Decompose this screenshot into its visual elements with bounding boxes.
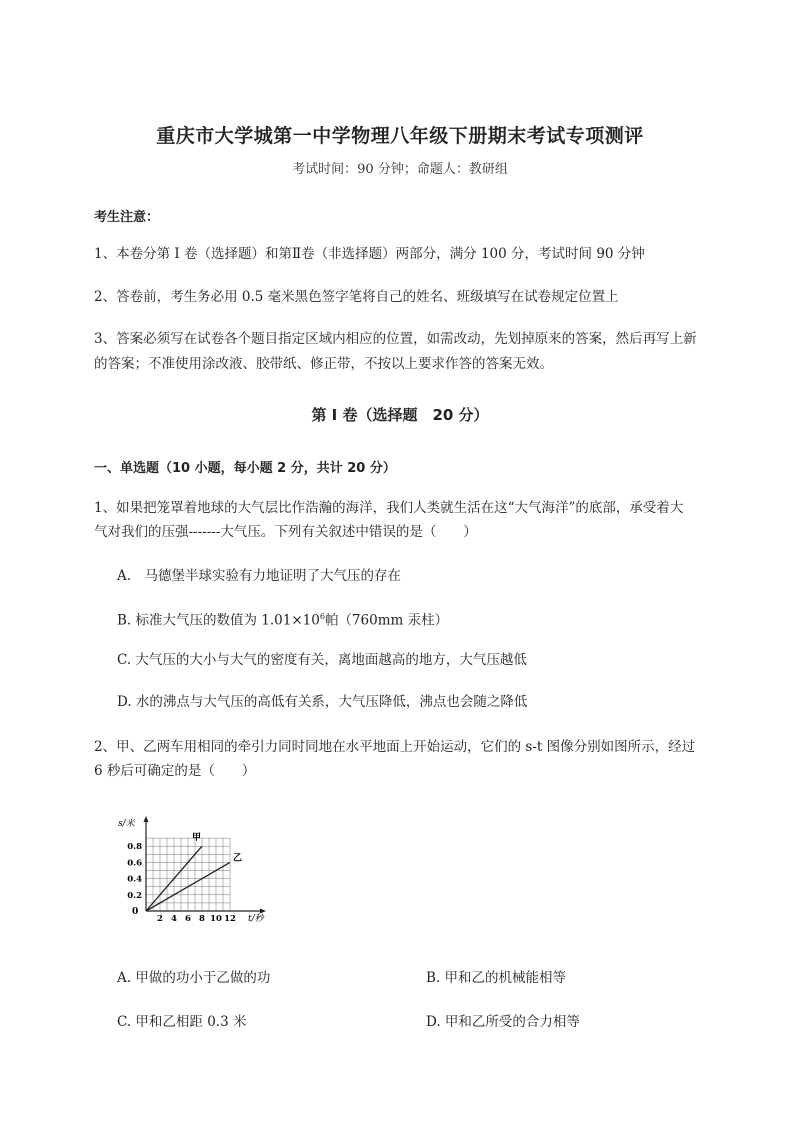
x-axis-label: t/秒	[248, 914, 264, 924]
x-axis-arrow	[260, 909, 266, 914]
chart-axes	[144, 816, 267, 914]
q1-option-b-main: B. 标准大气压的数值为 1.01×10	[117, 612, 320, 629]
question-2-text-cont: 6 秒后可确定的是（ ）	[94, 763, 256, 779]
question-2-text: 2、甲、乙两车用相同的牵引力同时同地在水平地面上开始运动，它们的 s-t 图像分别如图所示，经过	[94, 739, 696, 755]
x-tick-label: 2	[157, 914, 163, 924]
note-item-2: 2、答卷前，考生务必用 0.5 毫米黑色签字笔将自己的姓名、班级填写在试卷规定位置上	[94, 289, 619, 305]
q2-option-c: C. 甲和乙相距 0.3 米	[117, 1014, 247, 1030]
x-tick-label: 4	[171, 914, 177, 924]
chart-grid	[146, 838, 230, 911]
y-tick-label: 0.8	[127, 842, 142, 853]
x-tick-label: 12	[224, 914, 236, 924]
question-1-text: 1、如果把笼罩着地球的大气层比作浩瀚的海洋，我们人类就生活在这“大气海洋”的底部，承受着大	[94, 500, 684, 516]
exam-info: 考试时间：90 分钟；命题人：教研组	[292, 162, 508, 177]
q1-option-b-exponent: 6	[319, 612, 325, 621]
q1-option-a: A. 马德堡半球实验有力地证明了大气压的存在	[117, 568, 402, 584]
series-label: 乙	[233, 853, 243, 864]
q2-option-a: A. 甲做的功小于乙做的功	[117, 970, 271, 986]
part-heading: 一、单选题（10 小题，每小题 2 分，共计 20 分）	[94, 461, 396, 476]
question-1-text-cont: 气对我们的压强-------大气压。下列有关叙述中错误的是（ ）	[94, 524, 477, 540]
q1-option-d: D. 水的沸点与大气压的高低有关系，大气压降低，沸点也会随之降低	[117, 694, 528, 710]
s-t-graph	[110, 810, 280, 925]
note-item-1: 1、本卷分第 I 卷（选择题）和第Ⅱ卷（非选择题）两部分，满分 100 分，考试时间 90 分钟	[94, 246, 645, 262]
x-tick-label: 10	[210, 914, 222, 924]
q2-option-d: D. 甲和乙所受的合力相等	[426, 1014, 580, 1030]
q1-option-b-tail: 帕（760mm 汞柱）	[324, 612, 449, 629]
section-title: 第 I 卷（选择题 20 分）	[311, 406, 489, 424]
notes-heading: 考生注意：	[94, 210, 160, 225]
q1-option-b	[117, 607, 448, 631]
page-title: 重庆市大学城第一中学物理八年级下册期末考试专项测评	[156, 125, 644, 147]
x-tick-label: 6	[185, 914, 191, 924]
y-axis-label: s/米	[118, 819, 135, 829]
x-tick-label: 8	[199, 914, 205, 924]
q2-option-b: B. 甲和乙的机械能相等	[426, 970, 567, 986]
y-tick-label: 0.6	[127, 858, 142, 869]
q1-option-c: C. 大气压的大小与大气的密度有关，离地面越高的地方，大气压越低	[117, 652, 527, 668]
y-tick-label: 0.2	[127, 890, 142, 901]
series-label: 甲	[192, 833, 202, 844]
note-item-3: 3、答案必须写在试卷各个题目指定区域内相应的位置，如需改动，先划掉原来的答案，然后再写上新	[94, 331, 697, 347]
y-tick-label: 0.4	[127, 874, 142, 885]
y-axis-arrow	[144, 816, 149, 822]
chart-series	[146, 832, 242, 911]
origin-label: 0	[132, 907, 139, 917]
note-item-3-cont: 的答案；不准使用涂改液、胶带纸、修正带，不按以上要求作答的答案无效。	[94, 356, 553, 372]
